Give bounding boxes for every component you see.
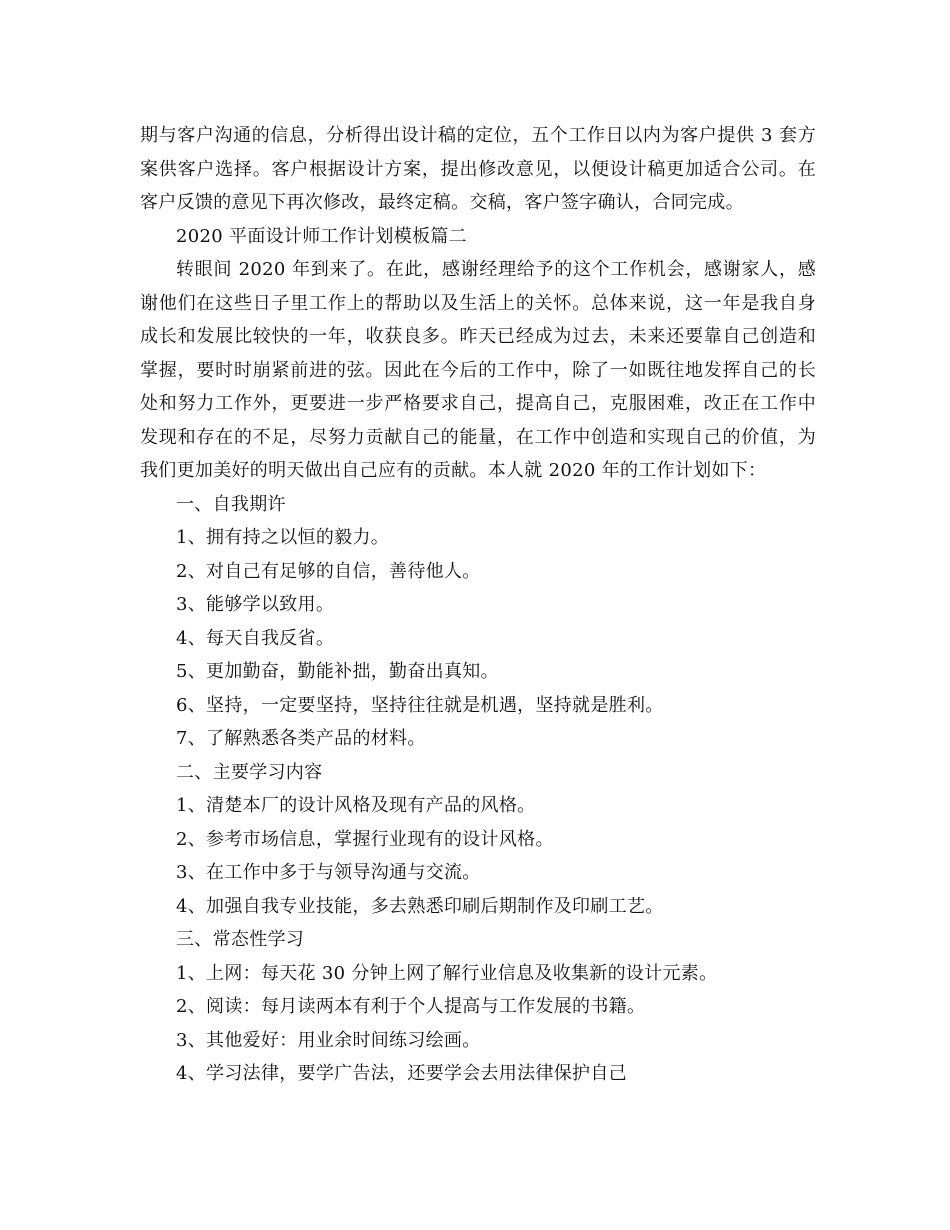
body-paragraph: 转眼间 2020 年到来了。在此，感谢经理给予的这个工作机会，感谢家人，感谢他们在这些日子里工作上的帮助以及生活上的关怀。总体来说，这一年是我自身成长和发展比较快的一年，收获良多。昨天已经成为过去，未来还要靠自己创造和掌握，要时时崩紧前进的弦。因此在今后的工作中，除了一如既往地发挥自己的长处和努力工作外，更要进一步严格要求自己，提高自己，克服困难，改正在工作中发现和存在的不足，尽努力贡献自己的能量，在工作中创造和实现自己的价值，为我们更加美好的明天做出自己应有的贡献。本人就 2020 年的工作计划如下： bbox=[140, 259, 816, 481]
document-body bbox=[140, 119, 816, 1091]
section-heading-regular-study: 三、常态性学习 bbox=[176, 929, 305, 950]
list-item: 3、其他爱好：用业余时间练习绘画。 bbox=[176, 1029, 481, 1051]
list-item: 4、每天自我反省。 bbox=[176, 627, 335, 649]
list-item: 1、拥有持之以恒的毅力。 bbox=[176, 527, 390, 548]
list-item: 6、坚持，一定要坚持，坚持往往就是机遇，坚持就是胜利。 bbox=[176, 694, 664, 716]
list-item: 3、能够学以致用。 bbox=[176, 594, 335, 615]
section-heading-main-study: 二、主要学习内容 bbox=[176, 761, 323, 783]
list-item: 4、加强自我专业技能，多去熟悉印刷后期制作及印刷工艺。 bbox=[176, 895, 664, 917]
list-item: 7、了解熟悉各类产品的材料。 bbox=[176, 728, 426, 749]
list-item: 5、更加勤奋，勤能补拙，勤奋出真知。 bbox=[176, 661, 499, 682]
list-item: 3、在工作中多于与领导沟通与交流。 bbox=[176, 862, 481, 883]
list-item: 4、学习法律，要学广告法，还要学会去用法律保护自己 bbox=[176, 1063, 627, 1084]
section-title: 2020 平面设计师工作计划模板篇二 bbox=[176, 225, 467, 247]
list-item: 2、对自己有足够的自信，善待他人。 bbox=[176, 560, 481, 582]
list-item: 1、上网：每天花 30 分钟上网了解行业信息及收集新的设计元素。 bbox=[176, 962, 718, 984]
list-item: 2、阅读：每月读两本有利于个人提高与工作发展的书籍。 bbox=[176, 996, 646, 1017]
list-item: 2、参考市场信息，掌握行业现有的设计风格。 bbox=[176, 828, 554, 850]
section-heading-self-expectation: 一、自我期许 bbox=[176, 493, 286, 515]
intro-paragraph: 期与客户沟通的信息，分析得出设计稿的定位，五个工作日以内为客户提供 3 套方案供客户选择。客户根据设计方案，提出修改意见，以便设计稿更加适合公司。在客户反馈的意见下再次修改，最终定稿。交稿，客户签字确认，合同完成。 bbox=[140, 125, 816, 213]
list-item: 1、清楚本厂的设计风格及现有产品的风格。 bbox=[176, 795, 536, 816]
